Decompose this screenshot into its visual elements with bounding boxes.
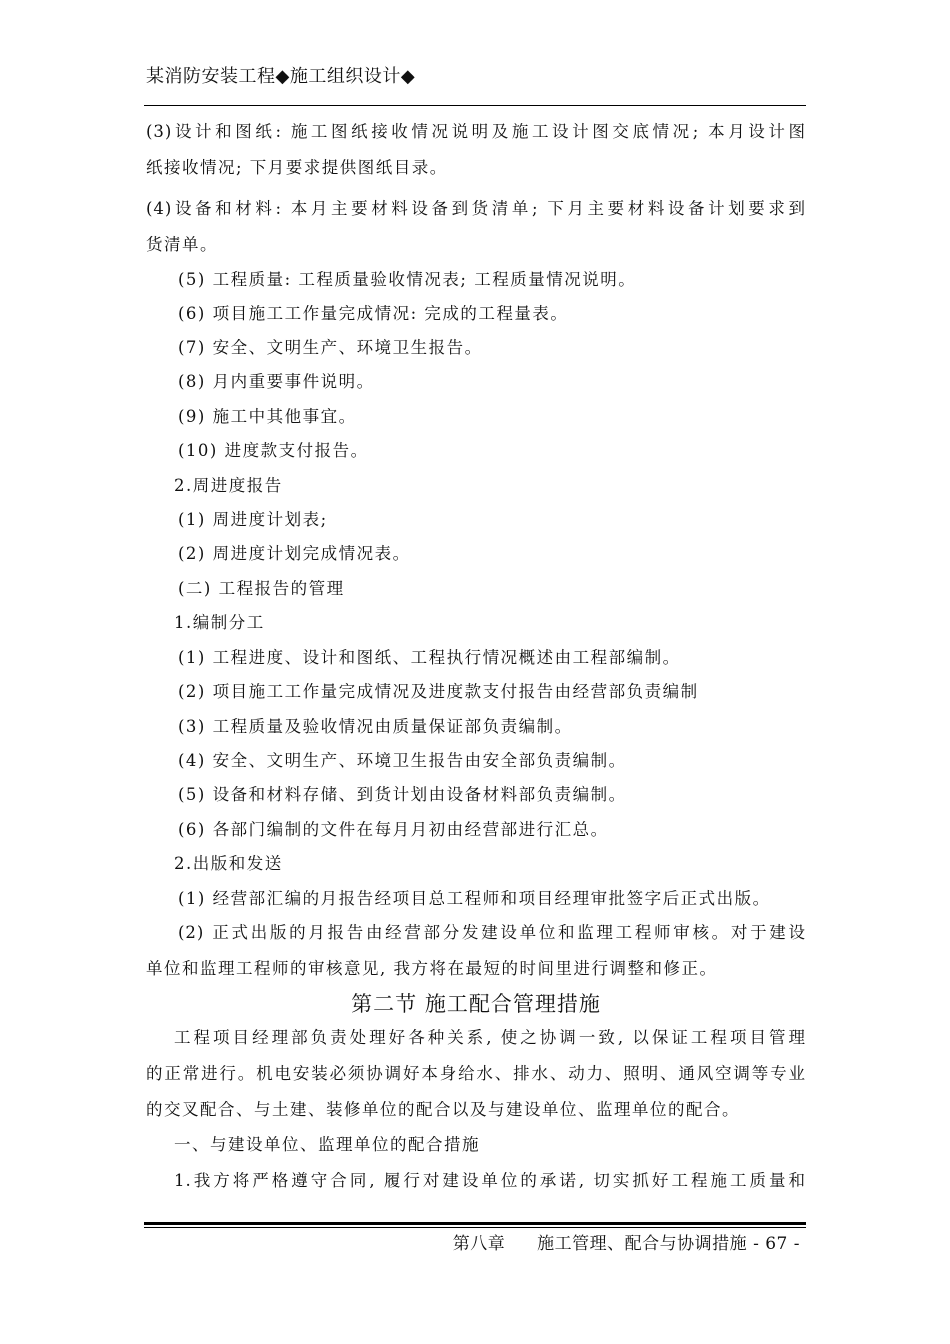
paragraph-4-line-2: 货清单。	[146, 235, 218, 254]
item-1-line-1: 1.我方将严格遵守合同, 履行对建设单位的承诺, 切实抓好工程施工质量和	[174, 1171, 806, 1190]
paragraph-9: (9) 施工中其他事宜。	[178, 407, 357, 426]
footer-rule-thick	[144, 1222, 806, 1225]
division-item-6: (6) 各部门编制的文件在每月月初由经营部进行汇总。	[178, 820, 609, 839]
footer-rule-thin	[144, 1227, 806, 1228]
header-rule	[144, 105, 806, 106]
weekly-report-heading: 2.周进度报告	[174, 476, 283, 495]
intro-line-1: 工程项目经理部负责处理好各种关系, 使之协调一致, 以保证工程项目管理	[174, 1028, 806, 1047]
paragraph-8: (8) 月内重要事件说明。	[178, 372, 375, 391]
sub-heading: 一、与建设单位、监理单位的配合措施	[174, 1135, 480, 1154]
publish-item-2-line-2: 单位和监理工程师的审核意见, 我方将在最短的时间里进行调整和修正。	[146, 959, 718, 978]
division-item-4: (4) 安全、文明生产、环境卫生报告由安全部负责编制。	[178, 751, 627, 770]
footer-title: 施工管理、配合与协调措施	[537, 1234, 748, 1254]
page-number: - 67 -	[753, 1234, 800, 1254]
publish-item-2-line-1: (2) 正式出版的月报告由经营部分发建设单位和监理工程师审核。对于建设	[178, 923, 806, 942]
division-item-5: (5) 设备和材料存储、到货计划由设备材料部负责编制。	[178, 785, 627, 804]
footer-chapter: 第八章	[452, 1234, 506, 1254]
paragraph-3-line-2: 纸接收情况; 下月要求提供图纸目录。	[146, 158, 448, 177]
publish-item-1: (1) 经营部汇编的月报告经项目总工程师和项目经理审批签字后正式出版。	[178, 889, 771, 908]
weekly-item-1: (1) 周进度计划表;	[178, 510, 328, 529]
intro-line-2: 的正常进行。机电安装必须协调好本身给水、排水、动力、照明、通风空调等专业	[146, 1064, 806, 1083]
division-heading: 1.编制分工	[174, 613, 265, 632]
division-item-2: (2) 项目施工工作量完成情况及进度款支付报告由经营部负责编制	[178, 682, 699, 701]
section-title: 第二节 施工配合管理措施	[351, 992, 601, 1016]
paragraph-6: (6) 项目施工工作量完成情况: 完成的工程量表。	[178, 304, 569, 323]
publish-heading: 2.出版和发送	[174, 854, 283, 873]
page-footer	[453, 1229, 800, 1254]
page-header-title: 某消防安装工程◆施工组织设计◆	[146, 66, 416, 87]
paragraph-7: (7) 安全、文明生产、环境卫生报告。	[178, 338, 483, 357]
weekly-item-2: (2) 周进度计划完成情况表。	[178, 544, 411, 563]
paragraph-3-line-1: (3)设计和图纸: 施工图纸接收情况说明及施工设计图交底情况; 本月设计图	[146, 122, 806, 141]
intro-line-3: 的交叉配合、与土建、装修单位的配合以及与建设单位、监理单位的配合。	[146, 1100, 740, 1119]
paragraph-5: (5) 工程质量: 工程质量验收情况表; 工程质量情况说明。	[178, 270, 637, 289]
paragraph-4-line-1: (4)设备和材料: 本月主要材料设备到货清单; 下月主要材料设备计划要求到	[146, 199, 806, 218]
division-item-3: (3) 工程质量及验收情况由质量保证部负责编制。	[178, 717, 573, 736]
division-item-1: (1) 工程进度、设计和图纸、工程执行情况概述由工程部编制。	[178, 648, 681, 667]
report-management-heading: (二) 工程报告的管理	[178, 579, 345, 598]
paragraph-10: (10) 进度款支付报告。	[178, 441, 369, 460]
